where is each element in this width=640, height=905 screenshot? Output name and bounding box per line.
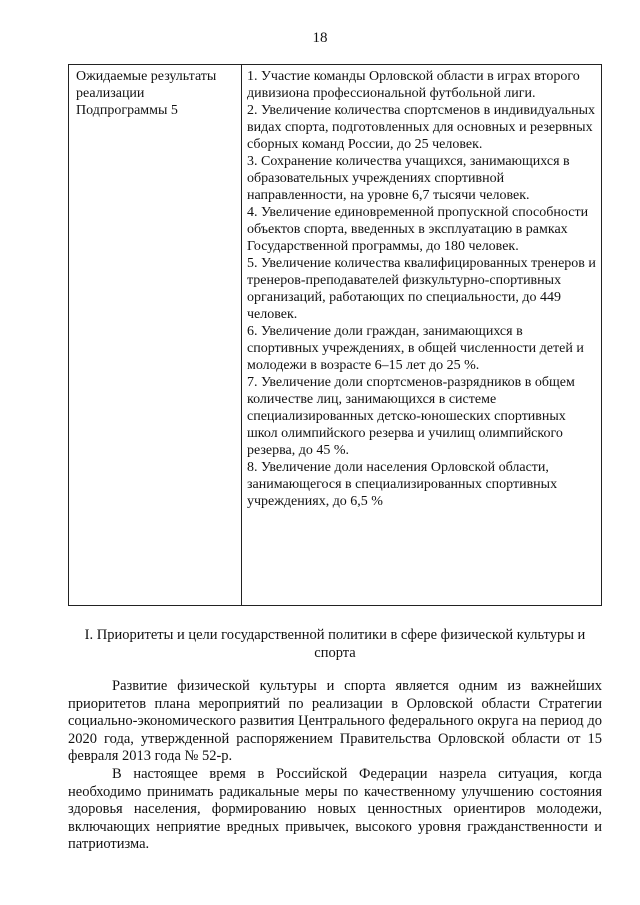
table-column-divider [241, 65, 242, 605]
expected-results-table [68, 64, 602, 606]
result-item-5: 5. Увеличение количества квалифицированных тренеров и тренеров-преподавателей физкультурно-спортивных организаций, работающих по специальности, до 449 человек. [247, 256, 596, 322]
table-row-label: Ожидаемые результаты реализации Подпрограммы 5 [76, 69, 217, 118]
result-item-2: 2. Увеличение количества спортсменов в индивидуальных видах спорта, подготовленных для основных и резервных сборных команд России, до 25 человек. [247, 103, 596, 152]
result-item-6: 6. Увеличение доли граждан, занимающихся в спортивных учреждениях, в общей численности детей и молодежи в возрасте 6–15 лет до 25 %. [247, 324, 584, 373]
result-item-8: 8. Увеличение доли населения Орловской области, занимающегося в специализированных спортивных учреждениях, до 6,5 % [247, 460, 558, 509]
section-heading: I. Приоритеты и цели государственной политики в сфере физической культуры и спорта [84, 627, 586, 661]
result-item-3: 3. Сохранение количества учащихся, занимающихся в образовательных учреждениях спортивной направленности, на уровне 6,7 тысячи человек. [247, 154, 570, 203]
result-item-4: 4. Увеличение единовременной пропускной способности объектов спорта, введенных в эксплуатацию в рамках Государственной программы, до 180 человек. [247, 205, 589, 254]
paragraph-1: Развитие физической культуры и спорта является одним из важнейших приоритетов плана мероприятий по реализации в Орловской области Стратегии социально-экономического развития Центрального федерального округа на период до 2020 года, утвержденной распоряжением Правительства Орловской области от 15 февраля 2013 года № 52-р. [68, 678, 602, 765]
paragraph-2: В настоящее время в Российской Федерации назрела ситуация, когда необходимо принимать радикальные меры по качественному улучшению состояния здоровья населения, формированию новых ценностных ориентиров молодежи, включающих неприятие вредных привычек, высокого уровня гражданственности и патриотизма. [68, 765, 602, 853]
section-body [68, 678, 602, 854]
page-number: 18 [312, 30, 328, 46]
result-item-1: 1. Участие команды Орловской области в играх второго дивизиона профессиональной футбольной лиги. [247, 69, 580, 101]
result-item-7: 7. Увеличение доли спортсменов-разрядников в общем количестве лиц, занимающихся в системе специализированных детско-юношеских спортивных школ олимпийского резерва и училищ олимпийского резерва, до 45 %. [247, 375, 575, 458]
results-list [247, 68, 597, 510]
